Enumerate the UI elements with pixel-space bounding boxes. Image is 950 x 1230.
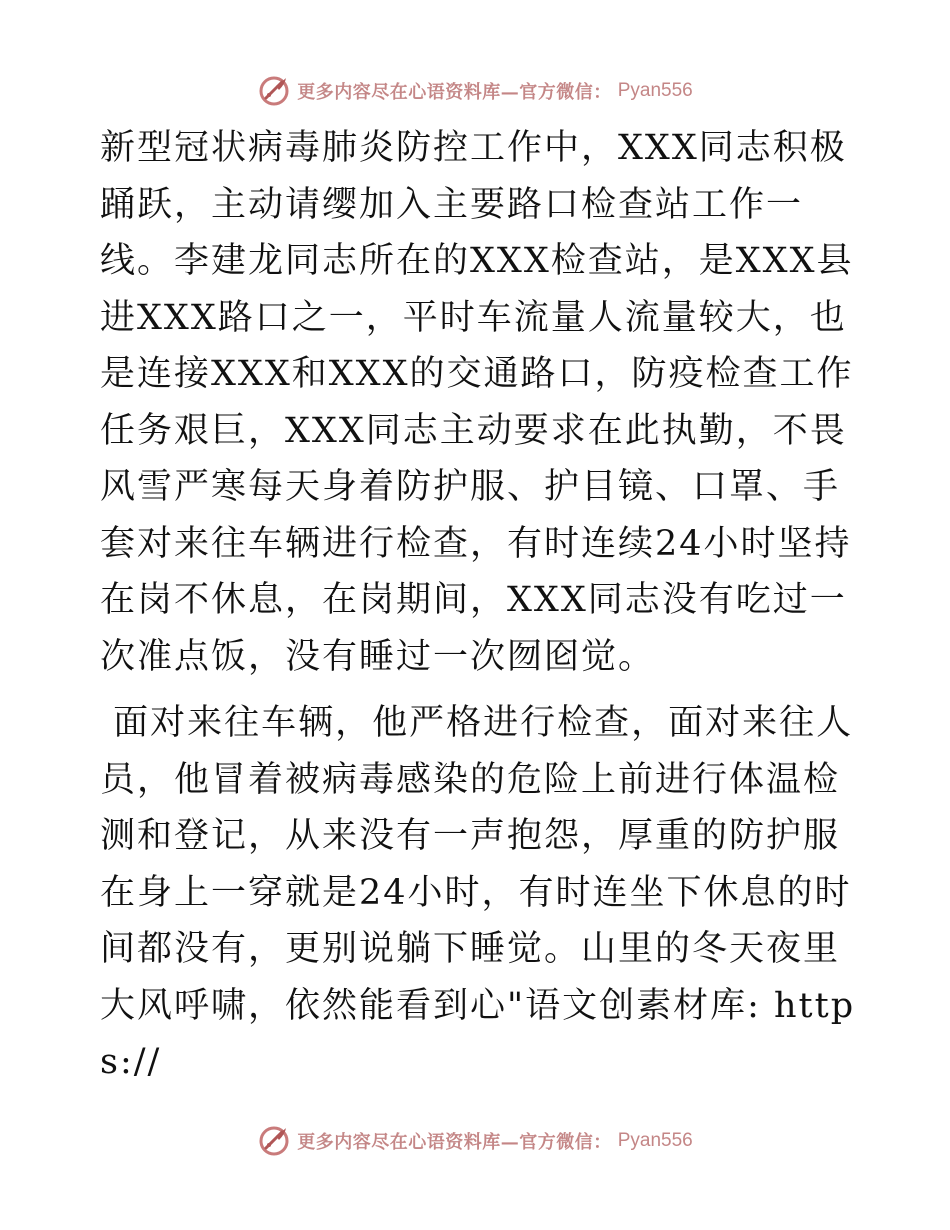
watermark-text: 更多内容尽在心语资料库—官方微信： bbox=[297, 82, 612, 103]
header-watermark bbox=[0, 74, 950, 108]
document-body bbox=[100, 120, 860, 1091]
paragraph-2: 面对来往车辆，他严格进行检查，面对来往人员，他冒着被病毒感染的危险上前进行体温检测和登记，从来没有一声抱怨，厚重的防护服在身上一穿就是24小时，有时连坐下休息的时间都没有，更别说躺下睡觉。山里的冬天夜里大风呼啸，依然能看到心"语文创素材库: https:// bbox=[100, 703, 856, 1082]
quill-pen-seal-icon bbox=[257, 74, 291, 108]
watermark-text: 更多内容尽在心语资料库—官方微信： bbox=[297, 1132, 612, 1153]
paragraph-1: 新型冠状病毒肺炎防控工作中，XXX同志积极踊跃，主动请缨加入主要路口检查站工作一线。李建龙同志所在的XXX检查站，是XXX县进XXX路口之一，平时车流量人流量较大，也是连接XXX和XXX的交通路口，防疫检查工作任务艰巨，XXX同志主动要求在此执勤，不畏风雪严寒每天身着防护服、护目镜、口罩、手套对来往车辆进行检查，有时连续24小时坚持在岗不休息，在岗期间，XXX同志没有吃过一次准点饭，没有睡过一次囫囵觉。 bbox=[100, 128, 854, 677]
watermark-wechat-id: Pyan556 bbox=[617, 80, 693, 101]
footer-watermark bbox=[0, 1124, 950, 1158]
watermark-wechat-id: Pyan556 bbox=[617, 1130, 693, 1151]
quill-pen-seal-icon bbox=[257, 1124, 291, 1158]
